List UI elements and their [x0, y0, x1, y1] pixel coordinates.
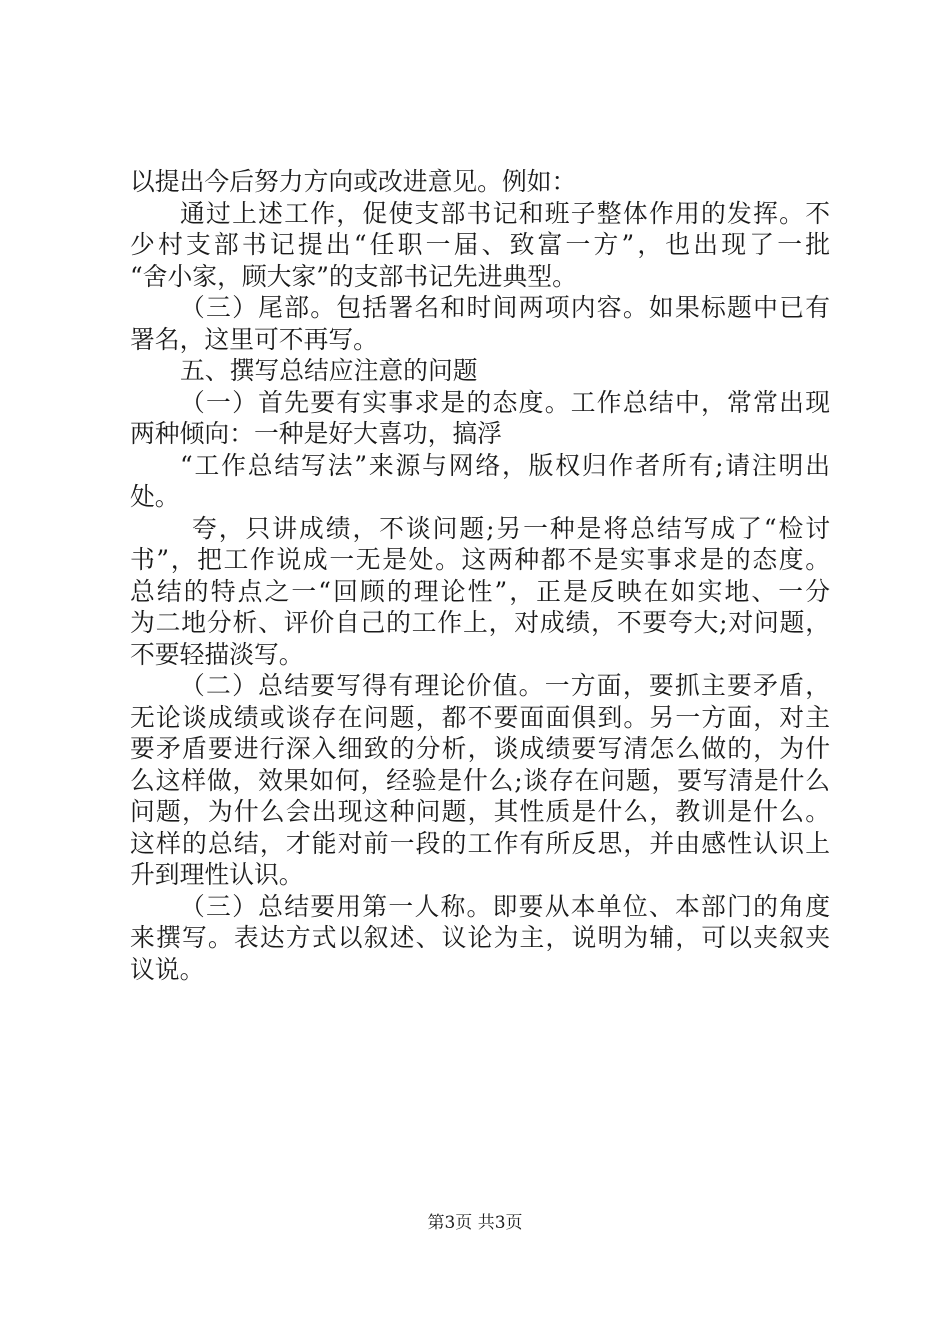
text-line-23: 升到理性认识。	[130, 860, 304, 889]
text-line-18: 无论谈成绩或谈存在问题，都不要面面俱到。另一方面，对主	[130, 702, 830, 732]
text-line-15: 为二地分析、评价自己的工作上，对成绩，不要夸大;对问题，	[130, 608, 830, 637]
text-line-21: 问题，为什么会出现这种问题，其性质是什么，教训是什么。	[130, 797, 830, 826]
text-line-13: 书”，把工作说成一无是处。这两种都不是实事求是的态度。	[130, 545, 830, 574]
text-line-9: 两种倾向：一种是好大喜功，搞浮	[130, 419, 502, 448]
text-line-19: 要矛盾要进行深入细致的分析，谈成绩要写清怎么做的，为什	[130, 734, 830, 763]
section-heading: 五、撰写总结应注意的问题	[180, 356, 478, 385]
text-line-4: “舍小家，顾大家”的支部书记先进典型。	[130, 261, 577, 291]
source-notice-end: 处。	[130, 482, 180, 511]
text-line-16: 不要轻描淡写。	[130, 639, 304, 669]
source-notice-line: “工作总结写法”来源与网络，版权归作者所有;请注明出	[180, 450, 830, 480]
text-line-3: 少村支部书记提出“任职一届、致富一方”，也出现了一批	[130, 230, 830, 259]
text-line-12: 夸，只讲成绩，不谈问题;另一种是将总结写成了“检讨	[192, 513, 830, 543]
page-number-footer: 第3页 共3页	[427, 1213, 523, 1233]
text-line-25: 来撰写。表达方式以叙述、议论为主，说明为辅，可以夹叙夹	[130, 923, 830, 952]
document-body	[130, 166, 830, 985]
text-line-22: 这样的总结，才能对前一段的工作有所反思，并由感性认识上	[130, 828, 830, 858]
text-line-17: （二）总结要写得有理论价值。一方面，要抓主要矛盾，	[180, 671, 830, 700]
text-line-6: 署名，这里可不再写。	[130, 324, 378, 354]
text-line-8: （一）首先要有实事求是的态度。工作总结中，常常出现	[180, 387, 830, 417]
text-line-20: 么这样做，效果如何，经验是什么;谈存在问题，要写清是什么	[130, 765, 830, 795]
text-line-24: （三）总结要用第一人称。即要从本单位、本部门的角度	[180, 891, 830, 921]
text-line-1: 以提出今后努力方向或改进意见。例如：	[130, 167, 577, 196]
text-line-26: 议说。	[130, 954, 205, 984]
text-line-14: 总结的特点之一“回顾的理论性”，正是反映在如实地、一分	[130, 576, 830, 606]
text-line-5: （三）尾部。包括署名和时间两项内容。如果标题中已有	[180, 293, 830, 322]
text-line-2: 通过上述工作，促使支部书记和班子整体作用的发挥。不	[180, 198, 830, 228]
